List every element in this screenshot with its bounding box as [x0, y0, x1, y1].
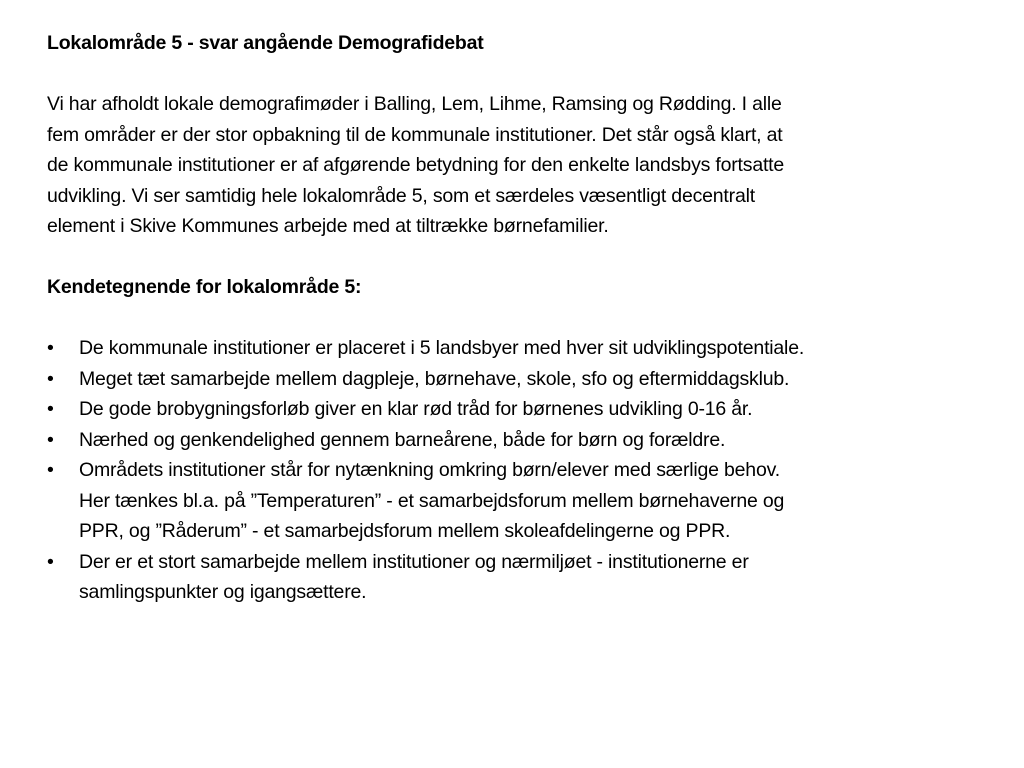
bullet-item [47, 333, 997, 364]
bullet-icon: • [47, 367, 54, 390]
intro-line: fem områder er der stor opbakning til de kommunale institutioner. Det står også klart, at [47, 123, 783, 146]
bullet-item [47, 364, 997, 395]
bullet-text: De kommunale institutioner er placeret i 5 landsbyer med hver sit udviklingspotentiale. [79, 337, 805, 359]
bullet-text: PPR, og ”Råderum” - et samarbejdsforum mellem skoleafdelingerne og PPR. [79, 520, 731, 542]
bullet-text: Der er et stort samarbejde mellem institutioner og nærmiljøet - institutionerne er [79, 550, 749, 573]
section-heading: Kendetegnende for lokalområde 5: [47, 276, 362, 298]
bullet-text: De gode brobygningsforløb giver en klar rød tråd for børnenes udvikling 0-16 år. [79, 398, 753, 420]
intro-line: element i Skive Kommunes arbejde med at tiltrække børnefamilier. [47, 215, 609, 237]
bullet-item [47, 394, 997, 425]
intro-paragraph [47, 89, 997, 242]
spacer [47, 303, 997, 334]
bullet-item [47, 455, 997, 547]
bullet-item [47, 425, 997, 456]
bullet-icon: • [47, 428, 54, 451]
spacer [47, 59, 997, 90]
bullet-text: samlingspunkter og igangsættere. [79, 581, 367, 603]
slide-title: Lokalområde 5 - svar angående Demografidebat [47, 32, 484, 54]
slide-content [47, 28, 997, 608]
bullet-icon: • [47, 550, 54, 573]
intro-line: de kommunale institutioner er af afgørende betydning for den enkelte landsbys fortsatte [47, 154, 785, 176]
bullet-text: Her tænkes bl.a. på ”Temperaturen” - et samarbejdsforum mellem børnehaverne og [79, 489, 785, 512]
bullet-icon: • [47, 459, 54, 481]
bullet-item [47, 547, 997, 608]
bullet-text: Meget tæt samarbejde mellem dagpleje, børnehave, skole, sfo og eftermiddagsklub. [79, 367, 790, 390]
bullet-list [47, 333, 997, 608]
intro-line: udvikling. Vi ser samtidig hele lokalområde 5, som et særdeles væsentligt decentralt [47, 184, 755, 207]
bullet-icon: • [47, 398, 54, 420]
intro-line: Vi har afholdt lokale demografimøder i Balling, Lem, Lihme, Ramsing og Rødding. I alle [47, 93, 782, 115]
spacer [47, 242, 997, 273]
bullet-text: Områdets institutioner står for nytænkning omkring børn/elever med særlige behov. [79, 459, 780, 481]
bullet-text: Nærhed og genkendelighed gennem barneårene, både for børn og forældre. [79, 428, 726, 451]
bullet-icon: • [47, 337, 54, 359]
